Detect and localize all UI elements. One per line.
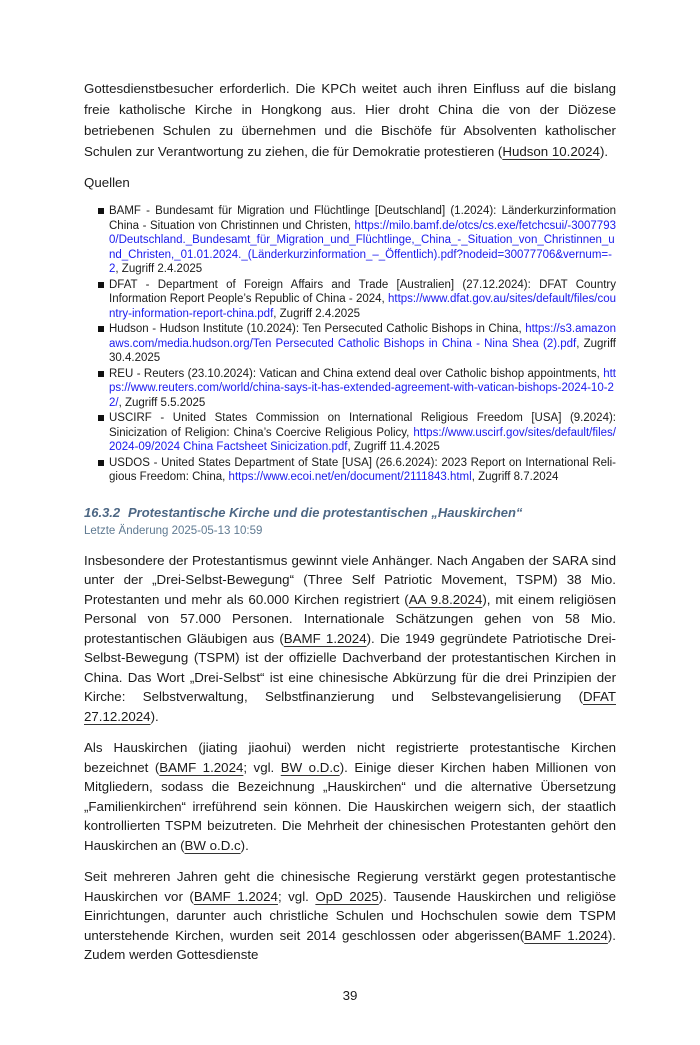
citation-link[interactable]: BW o.D.c [280,759,340,775]
citation-link[interactable]: BAMF 1.2024 [524,927,608,943]
text-segment: , Zugriff 2.4.2025 [115,263,203,275]
text-segment: ). Die 1949 gegründete Patriotische Drei-Selbst-Bewegung (TSPM) ist der offizielle Dachverband der protestantischen Kirchen in China. Das Wort „Drei-Selbst“ ist eine chinesische Abkürzung für die drei Prinzipien der Kirche: Selbstverwaltung, Selbstfinanzierung und Selbstevangelisierung ( [84,630,616,704]
text-segment: ). Einige dieser Kirchen haben Millionen von Mitgliedern, sodass die Bezeichnung „Hauskirchen“ und die alternative Übersetzung „Familienkirchen“ irreführend sein können. Die Hauskirchen weigern sich, der staatlich kontrollierten TSPM beizutreten. Die Mehrheit der chinesischen Protestanten gehört den Hauskirchen an ( [84,759,616,853]
text-segment: ). Tausende Hauskirchen und religiöse Einrichtungen, darunter auch christliche Schulen und Hochschulen sowie dem TSPM unterstehende Kirchen, wurden seit 2014 geschlossen oder abgerissen( [84,888,616,943]
text-segment: , Zugriff 11.4.2025 [347,441,440,453]
text-segment: ). [599,144,609,159]
source-url-link[interactable]: https://www.reuters.com/world/china-says-it-has-extended-agreement-with-vatican-bishops-2024-10-22/ [109,367,616,409]
reference-item [98,456,616,485]
text-segment: , Zugriff 2.4.2025 [273,307,360,320]
text-segment: ). Zudem werden Gottesdienste [84,927,616,962]
source-url-link[interactable]: https://www.uscirf.gov/sites/default/files/2024-09/2024 China Factsheet Sinicization.pdf [109,426,616,453]
reference-item [98,278,616,322]
reference-item [98,367,616,411]
body-paragraph [84,551,616,727]
text-segment: , Zugriff 5.5.2025 [118,396,206,409]
text-segment: Insbesondere der Protestantismus gewinnt viele Anhänger. Nach Angaben der SARA sind unter der „Drei-Selbst-Bewegung“ (Three Self Patriotic Movement, TSPM) 38 Mio. Protestanten und mehr als 60.000 Kirchen registriert ( [84,552,616,607]
sources-heading: Quellen [84,175,130,190]
text-segment: BAMF - Bundesamt für Migration und Flüchtlinge [Deutschland] (1.2024): Länderkurzinformation China - Situation von Christinnen und Christen, [109,205,616,232]
text-segment: ). [240,837,249,853]
text-segment: REU - Reuters (23.10.2024): Vatican and China extend deal over Catholic bishop appointments, [109,367,604,380]
text-segment: , Zugriff 30.4.2025 [109,337,616,364]
citation-link[interactable]: BAMF 1.2024 [159,759,244,775]
text-segment: Seit mehreren Jahren geht die chinesische Regierung verstärkt gegen protestantische Hauskirchen vor ( [84,869,616,904]
section-heading [84,505,616,521]
citation-link[interactable]: BW o.D.c [184,837,241,853]
text-segment: ; vgl. [243,759,281,775]
source-url-link[interactable]: https://s3.amazonaws.com/media.hudson.org/Ten Persecuted Catholic Bishops in China - Nina Shea (2).pdf [109,323,616,350]
intro-paragraph [84,78,616,162]
body-paragraph [84,867,616,965]
text-segment: , Zugriff 8.7.2024 [471,471,559,483]
text-segment: DFAT - Department of Foreign Affairs and Trade [Australien] (27.12.2024): DFAT Country Information Report People’s Republic of China - 2024, [109,278,616,305]
citation-link[interactable]: OpD 2025 [315,888,379,904]
text-segment: USDOS - United States Department of State [USA] (26.6.2024): 2023 Report on International Religious Freedom: China, [109,456,616,483]
references-list [84,204,616,485]
citation-link[interactable]: BAMF 1.2024 [193,888,278,904]
citation-link[interactable]: DFAT 27.12.2024 [84,689,616,724]
source-url-link[interactable]: https://www.dfat.gov.au/sites/default/files/country-information-report-china.pdf [109,293,616,320]
last-changed: Letzte Änderung 2025-05-13 10:59 [84,524,263,537]
citation-link[interactable]: AA 9.8.2024 [408,591,483,607]
text-segment: ; vgl. [277,888,316,904]
reference-item [98,411,616,455]
page-number: 39 [342,987,358,1003]
text-segment: Als Hauskirchen (jiating jiaohui) werden nicht registrierte protestantische Kirchen bezeichnet ( [84,740,616,775]
section-body [84,551,616,965]
section-number: 16.3.2 [84,504,121,520]
text-segment: ), mit einem religiösen Personal von 57.000 Personen. Internationale Schätzungen gehen von 58 Mio. protestantischen Gläubigen aus ( [84,591,616,646]
source-url-link[interactable]: https://www.ecoi.net/en/document/2111843.html [228,471,472,483]
text-segment: USCIRF - United States Commission on International Religious Freedom [USA] (9.2024): Sinicization of Religion: China’s Coercive Religious Policy, [109,412,616,439]
text-segment: Gottesdienstbesucher erforderlich. Die KPCh weitet auch ihren Einfluss auf die bislang freie katholische Kirche in Hongkong aus. Hier droht China die von der Diözese betriebenen Schulen zu übernehmen und die Bischöfe für Absolventen katholischer Schulen zur Verantwortung zu ziehen, die für Demokratie protestieren ( [84,81,616,159]
text-segment: ). [150,708,159,724]
section-title: Protestantische Kirche und die protestantischen „Hauskirchen“ [128,504,523,520]
source-url-link[interactable]: https://milo.bamf.de/otcs/cs.exe/fetchcsui/-30077930/Deutschland._Bundesamt_für_Migration_und_Flüchtlinge,_China_-_Situation_von_Christinnen_und_Christen,_01.01.2024._(Länderkurzinformation_–_Öffentlich).pdf?nodeid=30077706&vernum=-2 [109,219,616,275]
body-paragraph [84,738,616,855]
reference-item [98,322,616,366]
text-segment: Hudson - Hudson Institute (10.2024): Ten Persecuted Catholic Bishops in China, [109,323,526,335]
citation-link[interactable]: Hudson 10.2024 [502,144,600,159]
citation-link[interactable]: BAMF 1.2024 [283,630,367,646]
reference-item [98,204,616,277]
